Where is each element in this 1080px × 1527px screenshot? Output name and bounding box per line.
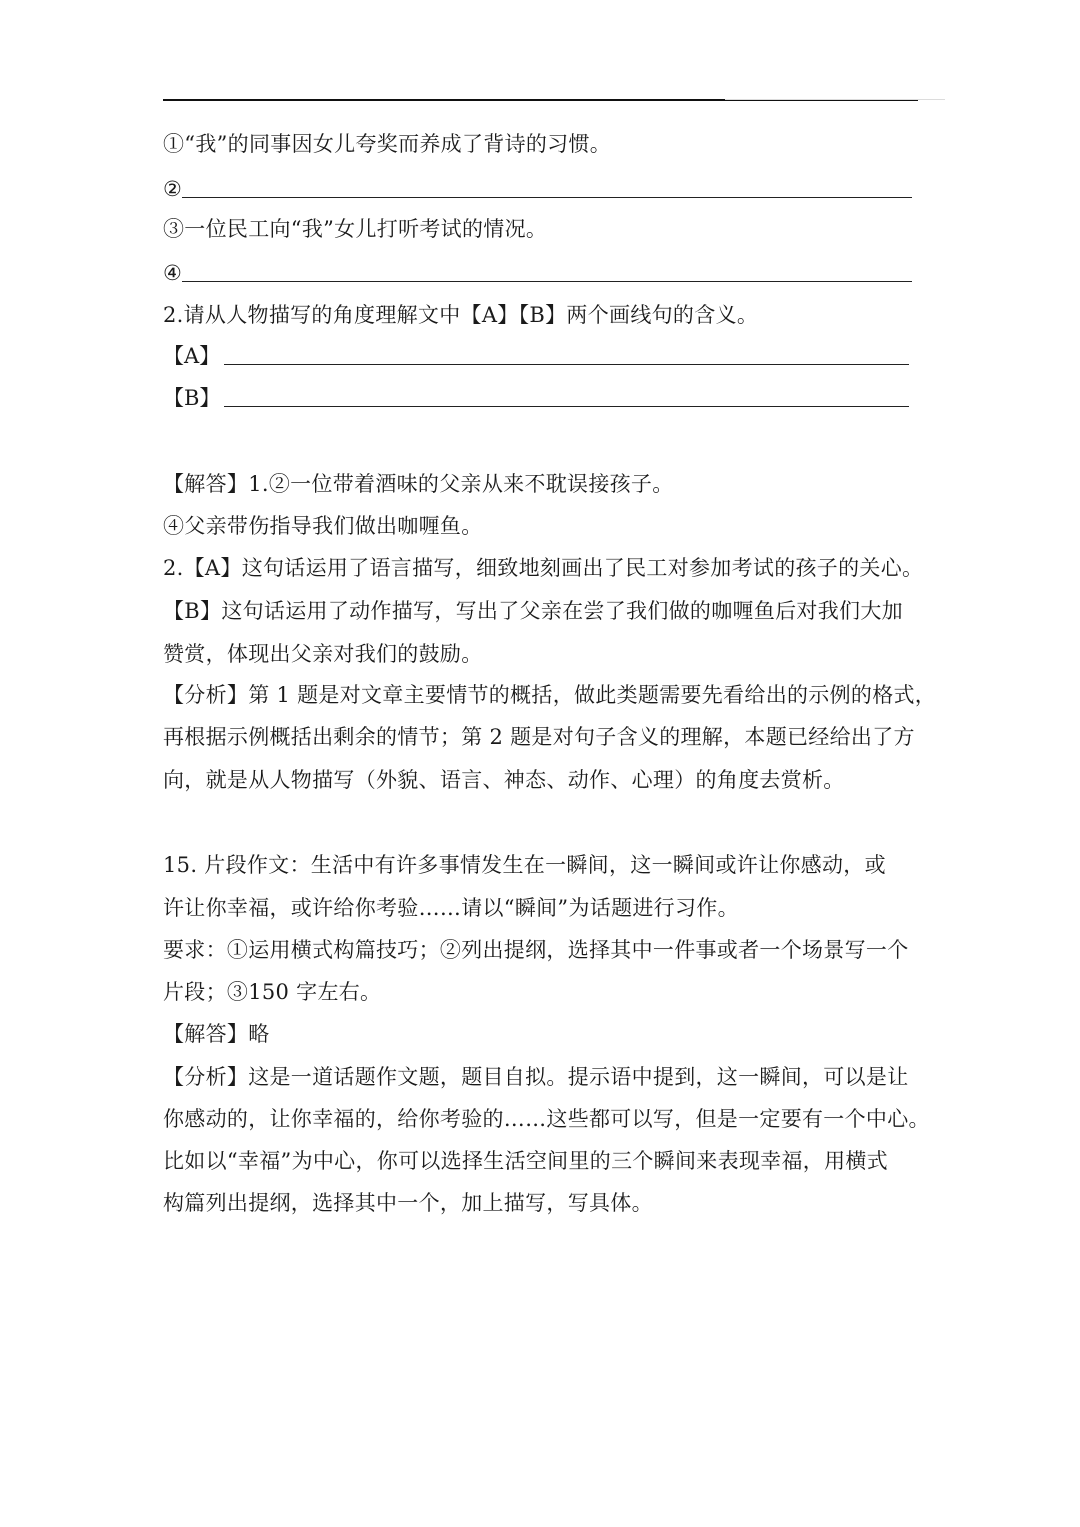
q15-requirements-1: 要求：①运用横式构篇技巧；②列出提纲，选择其中一件事或者一个场景写一个 [163,938,909,962]
q2-b-blank[interactable] [224,406,909,407]
analysis-line-2: 再根据示例概括出剩余的情节；第 2 题是对句子含义的理解，本题已经给出了方 [163,725,915,749]
q15-requirements-2: 片段；③150 字左右。 [163,980,382,1004]
q2-prompt: 2.请从人物描写的角度理解文中【A】【B】两个画线句的含义。 [163,303,759,327]
q1-item-2-blank[interactable] [182,197,912,198]
q1-item-1: ①“我”的同事因女儿夸奖而养成了背诗的习惯。 [163,132,612,156]
answer-line-5: 赞赏，体现出父亲对我们的鼓励。 [163,642,483,666]
q1-item-4-marker: ④ [163,261,182,285]
q1-item-4-blank[interactable] [182,281,912,282]
q2-b-marker: 【B】 [163,386,221,410]
answer-line-1: 【解答】1.②一位带着酒味的父亲从来不耽误接孩子。 [163,472,674,496]
q15-analysis-2: 你感动的，让你幸福的，给你考验的……这些都可以写，但是一定要有一个中心。 [163,1107,930,1131]
header-rule-faint [725,99,945,100]
answer-line-4: 【B】这句话运用了动作描写，写出了父亲在尝了我们做的咖喱鱼后对我们大加 [163,599,903,623]
q2-b-row [163,383,909,413]
q1-item-4-row [163,258,912,288]
q15-line-1: 15. 片段作文：生活中有许多事情发生在一瞬间，这一瞬间或许让你感动，或 [163,853,886,877]
analysis-line-3: 向，就是从人物描写（外貌、语言、神态、动作、心理）的角度去赏析。 [163,768,845,792]
q15-analysis-1: 【分析】这是一道话题作文题，题目自拟。提示语中提到，这一瞬间，可以是让 [163,1065,909,1089]
q2-a-row [163,341,909,371]
q2-a-blank[interactable] [224,364,909,365]
answer-line-2: ④父亲带伤指导我们做出咖喱鱼。 [163,514,483,538]
q15-analysis-3: 比如以“幸福”为中心，你可以选择生活空间里的三个瞬间来表现幸福，用横式 [163,1149,888,1173]
q1-item-2-marker: ② [163,177,182,201]
q15-analysis-4: 构篇列出提纲，选择其中一个，加上描写，写具体。 [163,1191,653,1215]
analysis-line-1: 【分析】第 1 题是对文章主要情节的概括，做此类题需要先看给出的示例的格式， [163,683,937,707]
q15-line-2: 许让你幸福，或许给你考验……请以“瞬间”为话题进行习作。 [163,896,739,920]
q15-answer: 【解答】略 [163,1022,270,1046]
answer-line-3: 2.【A】这句话运用了语言描写，细致地刻画出了民工对参加考试的孩子的关心。 [163,556,924,580]
q1-item-3: ③一位民工向“我”女儿打听考试的情况。 [163,217,548,241]
q1-item-2-row [163,174,912,204]
q2-a-marker: 【A】 [163,344,221,368]
